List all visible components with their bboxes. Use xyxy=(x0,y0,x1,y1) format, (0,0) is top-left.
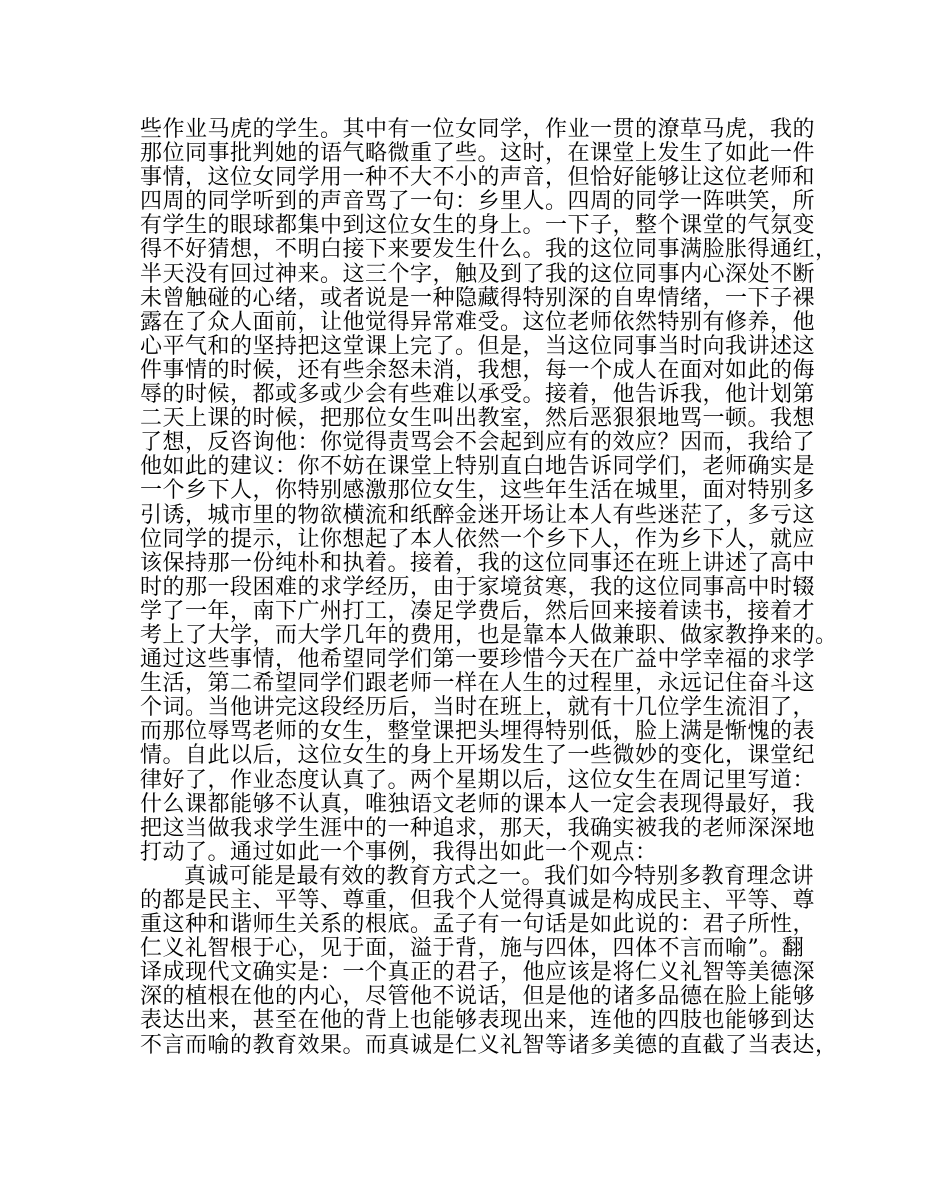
text-line: 个词。当他讲完这段经历后，当时在班上，就有十几位学生流泪了， xyxy=(140,695,816,721)
text-line: 情。自此以后，这位女生的身上开场发生了一些微妙的变化，课堂纪 xyxy=(140,743,816,769)
text-line: 半天没有回过神来。这三个字，触及到了我的这位同事内心深处不断 xyxy=(140,261,816,287)
text-line: 什么课都能够不认真，唯独语文老师的课本人一定会表现得最好，我 xyxy=(140,791,816,817)
text-line: 位同学的提示，让你想起了本人依然一个乡下人，作为乡下人，就应 xyxy=(140,526,816,552)
text-line: 二天上课的时候，把那位女生叫出教室，然后恶狠狠地骂一顿。我想 xyxy=(140,406,816,432)
text-line: 表达出来，甚至在他的背上也能够表现出来，连他的四肢也能够到达 xyxy=(140,1008,816,1034)
text-line: 件事情的时候，还有些余怒未消，我想，每一个成人在面对如此的侮 xyxy=(140,357,816,383)
text-line: 学了一年，南下广州打工，凑足学费后，然后回来接着读书，接着才 xyxy=(140,598,816,624)
text-line: 考上了大学，而大学几年的费用，也是靠本人做兼职、做家教挣来的。 xyxy=(140,622,838,648)
text-line: 了想，反咨询他：你觉得责骂会不会起到应有的效应？因而，我给了 xyxy=(140,430,816,456)
text-line: 打动了。通过如此一个事例，我得出如此一个观点： xyxy=(140,839,658,865)
text-line: 而那位辱骂老师的女生，整堂课把头埋得特别低，脸上满是惭愧的表 xyxy=(140,719,816,745)
body-text xyxy=(140,117,838,1058)
text-line: 译成现代文确实是：一个真正的君子，他应该是将仁义礼智等美德深 xyxy=(140,960,816,986)
text-line: 一个乡下人，你特别感激那位女生，这些年生活在城里，面对特别多 xyxy=(140,478,816,504)
text-line: 的都是民主、平等、尊重，但我个人觉得真诚是构成民主、平等、尊 xyxy=(140,888,816,913)
text-line: 不言而喻的教育效果。而真诚是仁义礼智等诸多美德的直截了当表达， xyxy=(140,1032,838,1058)
text-line: 四周的同学听到的声音骂了一句：乡里人。四周的同学一阵哄笑，所 xyxy=(140,189,816,215)
text-line: 心平气和的坚持把这堂课上完了。但是，当这位同事当时向我讲述这 xyxy=(140,333,816,359)
paragraph-start-line: 真诚可能是最有效的教育方式之一。我们如今特别多教育理念讲 xyxy=(184,863,815,889)
text-line: 把这当做我求学生涯中的一种追求，那天，我确实被我的老师深深地 xyxy=(140,815,816,841)
text-line: 律好了，作业态度认真了。两个星期以后，这位女生在周记里写道： xyxy=(140,767,816,793)
text-line: 通过这些事情，他希望同学们第一要珍惜今天在广益中学幸福的求学 xyxy=(140,647,816,673)
text-line: 得不好猜想，不明白接下来要发生什么。我的这位同事满脸胀得通红， xyxy=(140,237,838,263)
text-line: 深的植根在他的内心，尽管他不说话，但是他的诸多品德在脸上能够 xyxy=(140,984,816,1010)
text-line: 仁义礼智根于心，见于面，溢于背，施与四体，四体不言而喻”。翻 xyxy=(140,936,805,962)
text-line: 有学生的眼球都集中到这位女生的身上。一下子，整个课堂的气氛变 xyxy=(140,213,816,239)
text-line: 事情，这位女同学用一种不大不小的声音，但恰好能够让这位老师和 xyxy=(140,165,816,191)
text-line: 生活，第二希望同学们跟老师一样在人生的过程里，永远记住奋斗这 xyxy=(140,671,816,697)
text-line: 该保持那一份纯朴和执着。接着，我的这位同事还在班上讲述了高中 xyxy=(140,550,816,576)
text-line: 露在了众人面前，让他觉得异常难受。这位老师依然特别有修养，他 xyxy=(140,309,816,335)
text-line: 那位同事批判她的语气略微重了些。这时，在课堂上发生了如此一件 xyxy=(140,141,816,167)
text-line: 些作业马虎的学生。其中有一位女同学，作业一贯的潦草马虎，我的 xyxy=(140,117,816,142)
text-line: 时的那一段困难的求学经历，由于家境贫寒，我的这位同事高中时辍 xyxy=(140,574,816,600)
text-line: 引诱，城市里的物欲横流和纸醉金迷开场让本人有些迷茫了，多亏这 xyxy=(140,502,816,528)
text-line: 辱的时候，都或多或少会有些难以承受。接着，他告诉我，他计划第 xyxy=(140,382,816,408)
text-line: 未曾触碰的心绪，或者说是一种隐藏得特别深的自卑情绪，一下子裸 xyxy=(140,285,816,311)
text-line: 重这种和谐师生关系的根底。孟子有一句话是如此说的：君子所性， xyxy=(140,912,816,938)
text-line: 他如此的建议：你不妨在课堂上特别直白地告诉同学们，老师确实是 xyxy=(140,454,816,480)
